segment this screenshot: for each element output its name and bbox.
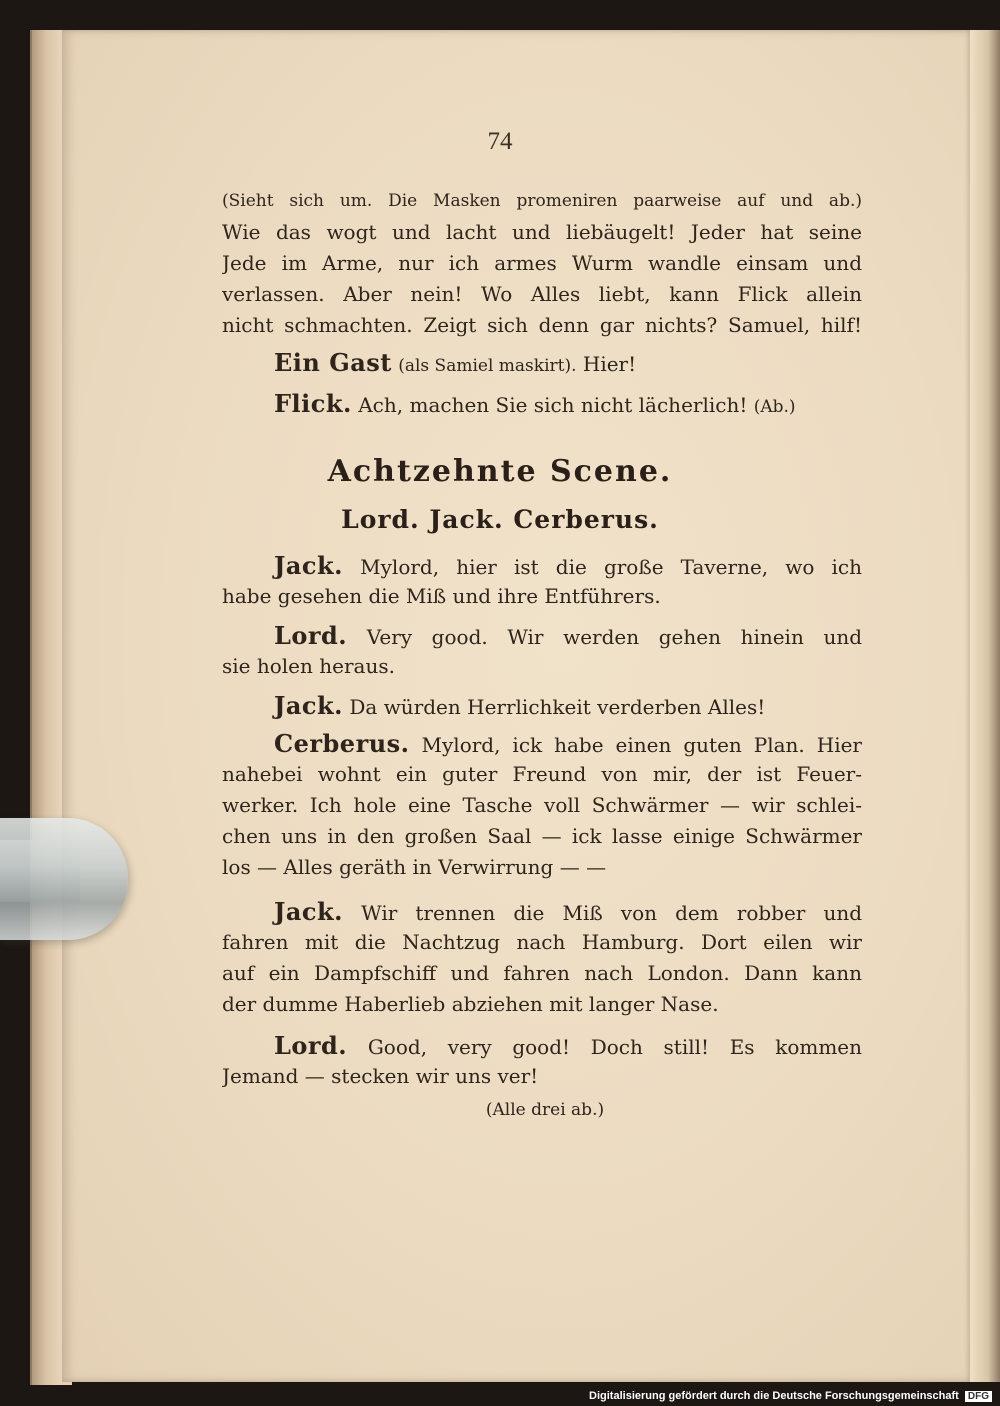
scene-title: Achtzehnte Scene. [327, 454, 673, 489]
gutter-edge [970, 30, 1000, 1382]
speaker-name: Jack. [274, 897, 344, 926]
text-line: Wie das wogt und lacht und liebäugelt! Jeder hat seine [222, 220, 862, 244]
speech-line [222, 550, 862, 581]
page-holder-clip [0, 818, 128, 940]
speaker-name: Flick. [274, 389, 352, 418]
speech-jack-3 [222, 896, 862, 1020]
speaker-name: Jack. [274, 551, 344, 580]
speaker-name: Lord. [274, 1031, 348, 1060]
speech-line [222, 1030, 862, 1061]
speech-text: Ach, machen Sie sich nicht lächerlich! [358, 393, 748, 417]
speech-jack-2 [222, 690, 862, 721]
speech-line [222, 896, 862, 927]
speech-line: der dumme Haberlieb abziehen mit langer Nase. [222, 992, 719, 1016]
page-number: 74 [487, 128, 513, 155]
digitization-credit [589, 1390, 992, 1402]
speech-line: nahebei wohnt ein guter Freund von mir, der ist Feuer- [222, 762, 862, 786]
speech-text: Wir trennen die Miß von dem robber und [361, 901, 862, 925]
speech-line [222, 388, 862, 419]
speech-lord-1 [222, 620, 862, 682]
speech-line [222, 728, 862, 759]
speech-line: sie holen heraus. [222, 654, 395, 678]
closing-stage-direction: (Alle drei ab.) [485, 1100, 605, 1120]
speech-text: Very good. Wir werden gehen hinein und [366, 625, 862, 649]
dfg-logo: DFG [965, 1391, 992, 1402]
text-line: Jede im Arme, nur ich armes Wurm wandle einsam und [222, 251, 862, 275]
credit-text: Digitalisierung gefördert durch die Deutsche Forschungsgemeinschaft [589, 1390, 959, 1402]
passage-opening [222, 186, 862, 341]
speech-text: Mylord, hier ist die große Taverne, wo ich [360, 555, 862, 579]
speaker-name: Jack. [274, 691, 344, 720]
speech-text: Mylord, ick habe einen guten Plan. Hier [421, 733, 862, 757]
speech-text: Hier! [582, 352, 637, 376]
stage-direction: (als Samiel maskirt). [398, 356, 577, 376]
speaker-name: Ein Gast [274, 348, 392, 377]
speech-line: werker. Ich hole eine Tasche voll Schwärmer — wir schlei- [222, 793, 862, 817]
speech-lord-2 [222, 1030, 862, 1092]
speech-flick [222, 388, 862, 419]
stage-direction: (Ab.) [753, 397, 796, 417]
speech-line: chen uns in den großen Saal — ick lasse einige Schwärmer [222, 824, 862, 848]
speech-jack-1 [222, 550, 862, 612]
speech-line [222, 620, 862, 651]
cast-list: Lord. Jack. Cerberus. [341, 505, 659, 534]
stage-direction: (Sieht sich um. Die Masken promeniren paarweise auf und ab.) [222, 191, 862, 211]
speech-line: habe gesehen die Miß und ihre Entführers. [222, 584, 661, 608]
speech-line: fahren mit die Nachtzug nach Hamburg. Dort eilen wir [222, 930, 862, 954]
speech-text: Da würden Herrlichkeit verderben Alles! [349, 695, 766, 719]
speech-line: auf ein Dampfschiff und fahren nach London. Dann kann [222, 961, 862, 985]
speech-line [222, 347, 862, 378]
text-line: verlassen. Aber nein! Wo Alles liebt, kann Flick allein [222, 282, 862, 306]
speech-line: los — Alles geräth in Verwirrung — — [222, 855, 607, 879]
speech-cerberus [222, 728, 862, 883]
speech-guest [222, 347, 862, 378]
speaker-name: Cerberus. [274, 729, 410, 758]
speaker-name: Lord. [274, 621, 348, 650]
speech-line [222, 690, 862, 721]
text-line: nicht schmachten. Zeigt sich denn gar nichts? Samuel, hilf! [222, 313, 862, 337]
speech-text: Good, very good! Doch still! Es kommen [367, 1035, 862, 1059]
speech-line: Jemand — stecken wir uns ver! [222, 1064, 539, 1088]
